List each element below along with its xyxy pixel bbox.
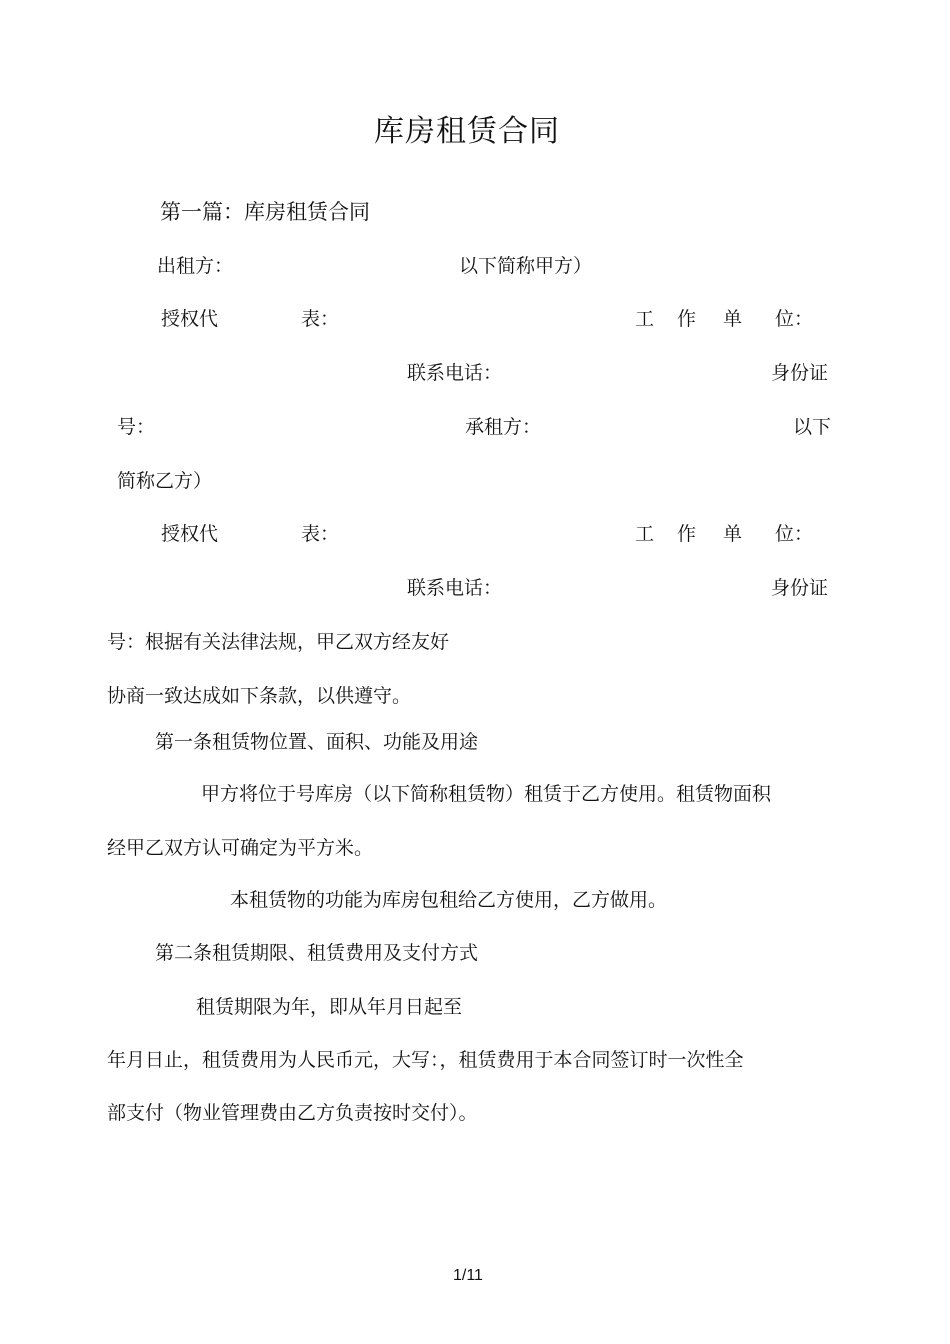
lessee-work-unit-char-3: 单 [723,523,743,545]
lessee-rep-label: 授权代 [161,523,219,545]
lessee-work-unit-char-4: 位： [775,523,814,545]
lessee-id-label: 身份证 [771,577,829,599]
lessor-id-label-suffix: 号： [117,416,156,438]
page-number: 1/11 [453,1267,483,1284]
article-2-heading: 第二条租赁期限、租赁费用及支付方式 [155,942,479,964]
article-1-paragraph-1-cont: 经甲乙双方认可确定为平方米。 [107,837,374,859]
lessor-rep-label: 授权代 [161,308,219,330]
lessor-work-unit-char-4: 位： [775,308,814,330]
lessee-phone-label: 联系电话： [407,577,503,599]
lessee-work-unit-char-1: 工 [635,523,655,545]
article-1-heading: 第一条租赁物位置、面积、功能及用途 [155,731,479,753]
lessor-alias: 以下简称甲方） [459,255,593,277]
article-2-paragraph-1-cont: 年月日止，租赁费用为人民币元，大写：，租赁费用于本合同签订时一次性全 [107,1049,744,1071]
lessor-rep-label-suffix: 表： [301,308,340,330]
lessor-work-unit-char-1: 工 [635,308,655,330]
lessor-work-unit-char-3: 单 [723,308,743,330]
document-title: 库房租赁合同 [374,114,560,149]
lessee-alias-end: 简称乙方） [117,470,213,492]
article-2-paragraph-1: 租赁期限为年，即从年月日起至 [196,996,463,1018]
lessee-alias-start: 以下 [793,416,832,438]
lessor-phone-label: 联系电话： [407,362,503,384]
lessee-work-unit-char-2: 作 [677,523,697,545]
article-1-paragraph-2: 本租赁物的功能为库房包租给乙方使用，乙方做用。 [230,889,668,911]
preamble-line-2: 协商一致达成如下条款，以供遵守。 [107,685,412,707]
preamble-line-1: 号：根据有关法律法规，甲乙双方经友好 [107,631,450,653]
lessee-rep-label-suffix: 表： [301,523,340,545]
lessee-label: 承租方： [465,416,542,438]
section-heading: 第一篇：库房租赁合同 [160,200,370,224]
article-1-paragraph-1: 甲方将位于号库房（以下简称租赁物）租赁于乙方使用。租赁物面积 [201,783,772,805]
article-2-paragraph-1-end: 部支付（物业管理费由乙方负责按时交付）。 [107,1102,478,1124]
lessor-label: 出租方： [157,255,234,277]
lessor-work-unit-char-2: 作 [677,308,697,330]
lessor-id-label: 身份证 [771,362,829,384]
